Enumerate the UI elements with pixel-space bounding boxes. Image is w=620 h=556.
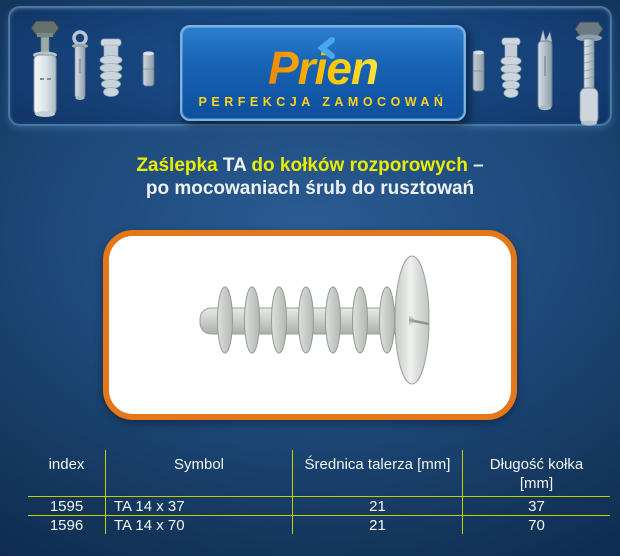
steel-sleeve-photo-icon (140, 49, 157, 89)
brand-banner (0, 0, 620, 136)
spec-cell-symbol: TA 14 x 70 (106, 516, 293, 534)
wall-plug-photo-icon (497, 36, 525, 104)
spec-header-diameter (293, 450, 463, 497)
header-label: Symbol (173, 456, 225, 473)
spec-cell-diameter: 21 (293, 497, 463, 516)
brand-tagline: PERFEKCJA ZAMOCOWAŃ (198, 94, 448, 109)
title-line2: po mocowaniach śrub do rusztowań (145, 178, 475, 199)
header-label: index (48, 456, 85, 473)
spec-cell-symbol: TA 14 x 37 (106, 497, 293, 516)
spec-cell-index: 1596 (28, 516, 106, 534)
spec-cell-diameter: 21 (293, 516, 463, 534)
steel-sleeve-photo-icon (470, 48, 487, 94)
ta-cap-product-photo (109, 236, 511, 414)
eye-anchor-photo-icon (67, 29, 93, 105)
header-sublabel: [mm] (519, 475, 554, 492)
title-type-code: TA (217, 155, 252, 176)
product-image-panel (103, 230, 517, 420)
spec-cell-length: 70 (528, 516, 545, 534)
title-product-name: Zaślepka (136, 155, 218, 176)
spec-cell-length: 37 (463, 497, 610, 516)
brand-name: Prien (267, 41, 379, 94)
banner-frame (8, 6, 612, 126)
spec-header-symbol (106, 450, 293, 497)
spec-header-index (28, 450, 106, 497)
header-label: Długość kołka (489, 456, 584, 473)
title-dash: – (467, 155, 484, 176)
header-label: Średnica talerza [mm] (304, 456, 451, 473)
product-spec-table (28, 450, 610, 534)
expansion-bolt-photo-icon (28, 16, 62, 122)
drop-in-anchor-photo-icon (530, 28, 560, 118)
expansion-bolt-photo-icon (568, 14, 610, 130)
logo-chevron-icon (316, 37, 338, 59)
title-usage: do kołków rozporowych (251, 155, 468, 176)
prien-logo (180, 25, 466, 121)
spec-cell-index: 1595 (28, 497, 106, 516)
wall-plug-photo-icon (96, 37, 126, 101)
page-title (0, 154, 620, 200)
spec-header-length (463, 450, 610, 497)
